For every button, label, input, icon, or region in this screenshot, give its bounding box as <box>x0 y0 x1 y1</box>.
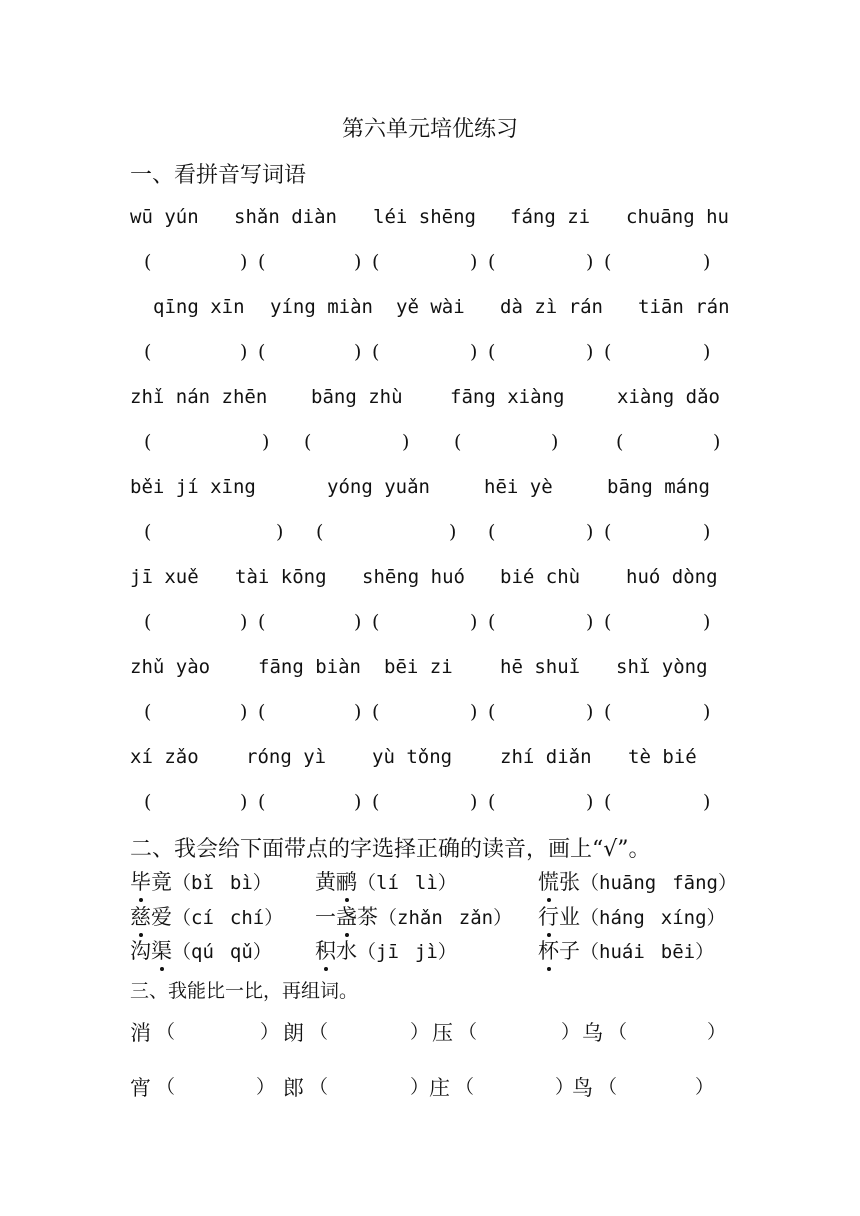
answer-blank[interactable] <box>144 431 276 461</box>
close-paren: ) <box>703 251 711 273</box>
close-paren: ) <box>354 611 362 633</box>
word-char: 张 <box>559 870 580 894</box>
reading-item <box>538 935 714 965</box>
pinyin-label: bié chù <box>500 566 581 588</box>
word <box>538 905 580 929</box>
open-paren: ( <box>144 431 152 453</box>
pinyin-label: fáng zi <box>510 206 591 228</box>
open-paren: ( <box>488 251 496 273</box>
pinyin-row <box>0 476 860 506</box>
close-paren: ） <box>264 907 284 929</box>
close-paren: ) <box>402 431 410 453</box>
pinyin-label: bāng zhù <box>311 386 403 408</box>
answer-row <box>0 611 860 641</box>
answer-blank[interactable] <box>144 611 254 641</box>
reading-option[interactable]: zǎn <box>458 907 494 929</box>
word <box>315 905 378 929</box>
pinyin-row <box>0 656 860 686</box>
word-char: 茶 <box>357 905 378 929</box>
pinyin-label: chuāng hu <box>626 206 729 228</box>
close-paren: ) <box>240 701 248 723</box>
answer-blank[interactable] <box>144 701 254 731</box>
dotted-char: 毕 <box>130 866 151 896</box>
open-paren: （ <box>580 907 600 929</box>
answer-blank[interactable] <box>258 251 368 281</box>
answer-blank[interactable] <box>458 1017 581 1047</box>
word-char: 沟 <box>130 939 151 963</box>
word-char: 一 <box>315 905 336 929</box>
page-title: 第六单元培优练习 <box>341 117 518 142</box>
answer-blank[interactable] <box>144 791 254 821</box>
dotted-char: 杯 <box>538 935 559 965</box>
pinyin-label: shēng huó <box>362 566 465 588</box>
close-paren: ) <box>586 611 594 633</box>
open-paren: （ <box>172 907 192 929</box>
open-paren: ( <box>454 431 462 453</box>
open-paren: ( <box>258 791 266 813</box>
answer-blank[interactable] <box>258 341 368 371</box>
close-paren: ) <box>551 431 559 453</box>
answer-row <box>0 251 860 281</box>
close-paren: ) <box>703 611 711 633</box>
open-paren: ( <box>616 431 624 453</box>
word-char: 黄 <box>315 870 336 894</box>
reading-option[interactable]: lì <box>414 872 438 894</box>
answer-blank[interactable] <box>608 1017 727 1047</box>
open-paren: （ <box>580 941 600 963</box>
close-paren: ) <box>240 251 248 273</box>
open-paren: （ <box>458 1021 478 1043</box>
compare-char: 鸟 <box>572 1076 593 1100</box>
answer-blank[interactable] <box>488 791 600 821</box>
reading-option[interactable]: chí <box>229 907 265 929</box>
open-paren: ( <box>304 431 312 453</box>
reading-option[interactable]: qú <box>191 941 214 963</box>
open-paren: （ <box>357 872 377 894</box>
reading-item <box>315 901 512 931</box>
dotted-char: 积 <box>315 935 336 965</box>
open-paren: ( <box>488 521 496 543</box>
reading-item <box>315 935 457 965</box>
close-paren: ) <box>713 431 721 453</box>
pinyin-label: zhǔ yào <box>130 656 211 678</box>
open-paren: ( <box>144 521 152 543</box>
open-paren: （ <box>156 1021 176 1043</box>
answer-blank[interactable] <box>372 701 484 731</box>
pinyin-label: tài kōng <box>235 566 327 588</box>
dotted-char: 渠 <box>151 935 172 965</box>
open-paren: ( <box>604 521 612 543</box>
open-paren: （ <box>378 907 398 929</box>
open-paren: ( <box>258 611 266 633</box>
open-paren: ( <box>372 251 380 273</box>
close-paren: ) <box>586 791 594 813</box>
answer-blank[interactable] <box>454 431 565 461</box>
answer-blank[interactable] <box>258 791 368 821</box>
close-paren: ) <box>703 521 711 543</box>
close-paren: ) <box>586 251 594 273</box>
close-paren: ） <box>260 1021 280 1043</box>
pinyin-label: hēi yè <box>484 476 553 498</box>
reading-option[interactable]: bǐ <box>191 872 214 894</box>
close-paren: ） <box>252 872 272 894</box>
pinyin-label: xiàng dǎo <box>617 386 720 408</box>
word <box>315 870 357 894</box>
pinyin-label: fāng biàn <box>258 656 361 678</box>
dotted-char: 行 <box>538 901 559 931</box>
close-paren: ） <box>706 907 726 929</box>
answer-blank[interactable] <box>372 791 484 821</box>
open-paren: ( <box>144 611 152 633</box>
close-paren: ) <box>703 341 711 363</box>
close-paren: ） <box>410 1021 430 1043</box>
pinyin-label: bāng máng <box>607 476 710 498</box>
answer-blank[interactable] <box>144 521 290 551</box>
reading-option[interactable]: jī <box>376 941 399 963</box>
close-paren: ) <box>354 251 362 273</box>
pinyin-row <box>0 296 860 326</box>
answer-row <box>0 341 860 371</box>
reading-option[interactable]: huāng <box>599 872 657 894</box>
compare-char: 消 <box>130 1021 151 1045</box>
close-paren: ） <box>555 1076 575 1098</box>
word-char: 业 <box>559 905 580 929</box>
pinyin-label: huó dòng <box>626 566 718 588</box>
answer-blank[interactable] <box>488 251 600 281</box>
close-paren: ) <box>470 791 478 813</box>
close-paren: ) <box>240 791 248 813</box>
open-paren: （ <box>598 1076 618 1098</box>
pinyin-label: fāng xiàng <box>450 386 565 408</box>
answer-blank[interactable] <box>156 1072 276 1102</box>
open-paren: ( <box>258 701 266 723</box>
word <box>130 905 172 929</box>
answer-blank[interactable] <box>372 251 484 281</box>
word-char: 竟 <box>151 870 172 894</box>
open-paren: ( <box>604 611 612 633</box>
close-paren: ） <box>437 872 457 894</box>
close-paren: ） <box>252 941 272 963</box>
answer-blank[interactable] <box>604 341 717 371</box>
reading-option[interactable]: xíng <box>660 907 707 929</box>
pinyin-label: hē shuǐ <box>500 656 581 678</box>
open-paren: （ <box>455 1076 475 1098</box>
close-paren: ) <box>240 611 248 633</box>
close-paren: ） <box>493 907 513 929</box>
reading-item <box>315 866 457 896</box>
close-paren: ） <box>437 941 457 963</box>
open-paren: ( <box>258 251 266 273</box>
pinyin-label: shǐ yòng <box>616 656 708 678</box>
open-paren: ( <box>258 341 266 363</box>
pinyin-label: yóng yuǎn <box>327 476 430 498</box>
pinyin-label: tiān rán <box>638 296 730 318</box>
close-paren: ) <box>586 701 594 723</box>
reading-option[interactable]: bēi <box>660 941 696 963</box>
answer-blank[interactable] <box>488 341 600 371</box>
pinyin-row <box>0 566 860 596</box>
compare-char: 郎 <box>283 1076 304 1100</box>
reading-option[interactable]: cí <box>191 907 214 929</box>
section2-heading: 二、我会给下面带点的字选择正确的读音，画上“√”。 <box>130 837 651 862</box>
close-paren: ） <box>717 872 737 894</box>
compare-char: 宵 <box>130 1076 151 1100</box>
dotted-char: 鹂 <box>336 866 357 896</box>
answer-row <box>0 521 860 551</box>
word <box>130 939 172 963</box>
open-paren: （ <box>357 941 377 963</box>
close-paren: ) <box>703 701 711 723</box>
pinyin-row <box>0 206 860 236</box>
pinyin-label: róng yì <box>246 746 327 768</box>
word <box>538 870 580 894</box>
close-paren: ） <box>695 1076 715 1098</box>
pinyin-label: yě wài <box>396 296 465 318</box>
answer-blank[interactable] <box>604 701 717 731</box>
pinyin-label: yíng miàn <box>270 296 373 318</box>
close-paren: ) <box>262 431 270 453</box>
close-paren: ） <box>561 1021 581 1043</box>
open-paren: （ <box>172 872 192 894</box>
answer-blank[interactable] <box>598 1072 715 1102</box>
open-paren: ( <box>488 701 496 723</box>
reading-option[interactable]: huái <box>599 941 645 963</box>
open-paren: ( <box>488 611 496 633</box>
pinyin-label: dà zì rán <box>500 296 603 318</box>
open-paren: （ <box>608 1021 628 1043</box>
section1-heading: 一、看拼音写词语 <box>130 163 307 188</box>
close-paren: ) <box>586 341 594 363</box>
pinyin-label: zhǐ nán zhēn <box>130 386 268 408</box>
close-paren: ) <box>586 521 594 543</box>
answer-blank[interactable] <box>316 521 463 551</box>
open-paren: （ <box>580 872 600 894</box>
pinyin-label: qīng xīn <box>153 296 245 318</box>
word-char: 爱 <box>151 905 172 929</box>
pinyin-row <box>0 746 860 776</box>
open-paren: ( <box>604 341 612 363</box>
open-paren: ( <box>144 341 152 363</box>
close-paren: ) <box>470 341 478 363</box>
close-paren: ) <box>354 791 362 813</box>
pinyin-label: shǎn diàn <box>234 206 337 228</box>
answer-blank[interactable] <box>604 791 717 821</box>
dotted-char: 盏 <box>336 901 357 931</box>
close-paren: ) <box>470 701 478 723</box>
open-paren: ( <box>604 251 612 273</box>
open-paren: ( <box>144 251 152 273</box>
close-paren: ） <box>410 1076 430 1098</box>
answer-blank[interactable] <box>488 611 600 641</box>
open-paren: ( <box>144 701 152 723</box>
reading-option[interactable]: háng <box>599 907 645 929</box>
answer-row <box>0 701 860 731</box>
close-paren: ) <box>276 521 284 543</box>
reading-option[interactable]: jì <box>414 941 438 963</box>
reading-item <box>130 901 283 931</box>
compare-char: 庄 <box>429 1076 450 1100</box>
answer-blank[interactable] <box>309 1072 430 1102</box>
open-paren: （ <box>309 1076 329 1098</box>
close-paren: ） <box>707 1021 727 1043</box>
pinyin-label: xí zǎo <box>130 746 199 768</box>
answer-blank[interactable] <box>144 341 254 371</box>
close-paren: ) <box>240 341 248 363</box>
open-paren: ( <box>372 341 380 363</box>
word <box>538 939 580 963</box>
open-paren: ( <box>372 701 380 723</box>
reading-item <box>538 866 737 896</box>
close-paren: ） <box>695 941 715 963</box>
section3-heading: 三、我能比一比，再组词。 <box>130 980 359 1002</box>
pinyin-label: běi jí xīng <box>130 476 256 498</box>
pinyin-label: zhí diǎn <box>500 746 592 768</box>
open-paren: ( <box>316 521 324 543</box>
answer-blank[interactable] <box>488 701 600 731</box>
word <box>130 870 172 894</box>
answer-blank[interactable] <box>258 701 368 731</box>
answer-blank[interactable] <box>488 521 600 551</box>
open-paren: （ <box>172 941 192 963</box>
open-paren: （ <box>309 1021 329 1043</box>
answer-blank[interactable] <box>309 1017 430 1047</box>
reading-item <box>130 935 272 965</box>
pinyin-label: wū yún <box>130 206 199 228</box>
reading-item <box>538 901 726 931</box>
answer-blank[interactable] <box>604 521 717 551</box>
open-paren: ( <box>488 341 496 363</box>
answer-blank[interactable] <box>304 431 416 461</box>
open-paren: ( <box>372 611 380 633</box>
reading-option[interactable]: bì <box>229 872 253 894</box>
reading-option[interactable]: lí <box>376 872 399 894</box>
compare-char: 乌 <box>582 1021 603 1045</box>
open-paren: ( <box>144 791 152 813</box>
answer-blank[interactable] <box>258 611 368 641</box>
close-paren: ） <box>256 1076 276 1098</box>
answer-blank[interactable] <box>372 341 484 371</box>
close-paren: ) <box>703 791 711 813</box>
answer-blank[interactable] <box>144 251 254 281</box>
reading-item <box>130 866 272 896</box>
reading-option[interactable]: qǔ <box>229 941 253 963</box>
answer-blank[interactable] <box>455 1072 575 1102</box>
answer-blank[interactable] <box>156 1017 280 1047</box>
answer-blank[interactable] <box>372 611 484 641</box>
dotted-char: 慈 <box>130 901 151 931</box>
reading-option[interactable]: zhǎn <box>397 907 443 929</box>
pinyin-label: jī xuě <box>130 566 199 588</box>
pinyin-label: yù tǒng <box>372 746 453 768</box>
answer-blank[interactable] <box>604 251 717 281</box>
answer-blank[interactable] <box>616 431 727 461</box>
compare-char: 压 <box>432 1021 453 1045</box>
answer-row <box>0 431 860 461</box>
open-paren: ( <box>604 701 612 723</box>
compare-char: 朗 <box>283 1021 304 1045</box>
word <box>315 939 357 963</box>
answer-row <box>0 791 860 821</box>
word-char: 水 <box>336 939 357 963</box>
close-paren: ) <box>470 611 478 633</box>
open-paren: ( <box>488 791 496 813</box>
pinyin-label: léi shēng <box>373 206 476 228</box>
word-char: 子 <box>559 939 580 963</box>
pinyin-label: tè bié <box>628 746 697 768</box>
pinyin-row <box>0 386 860 416</box>
pinyin-label: bēi zi <box>384 656 453 678</box>
close-paren: ) <box>354 701 362 723</box>
close-paren: ) <box>449 521 457 543</box>
open-paren: ( <box>372 791 380 813</box>
close-paren: ) <box>354 341 362 363</box>
dotted-char: 慌 <box>538 866 559 896</box>
answer-blank[interactable] <box>604 611 717 641</box>
close-paren: ) <box>470 251 478 273</box>
reading-option[interactable]: fāng <box>672 872 718 894</box>
open-paren: （ <box>156 1076 176 1098</box>
open-paren: ( <box>604 791 612 813</box>
